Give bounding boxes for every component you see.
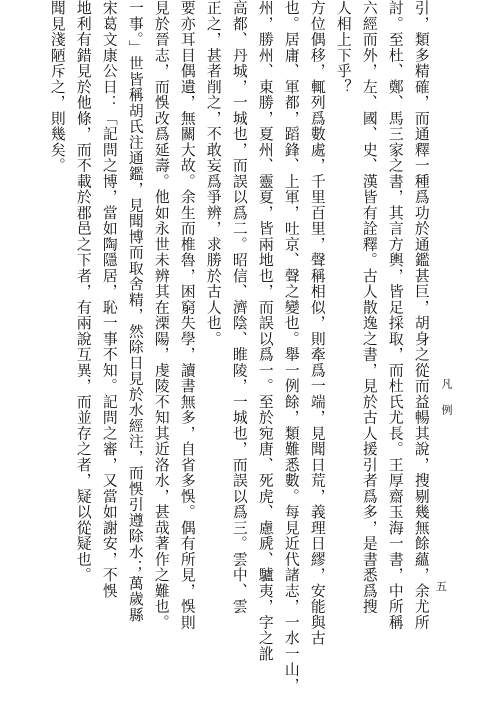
text-column: 一事。」世皆稱胡氏注通鑑，見聞博而取舍精，然除日見於水經注，而悞引遵除水；萬歲縣	[126, 0, 144, 623]
text-column: 宋葛文康公日：「記問之博，當如陶隱居，恥一事不知。記問之審，又當如謝安，不悞	[100, 0, 118, 599]
text-column: 引，類多精確，而通釋一種爲功於通鑑甚巨，胡身之從而益暢其說，搜剔幾無餘蘊，余尤所	[412, 0, 430, 630]
text-column: 討。至杜、鄭、馬三家之書，其言方輿，皆足採取，而杜氏尤長。王厚齋玉海一書，中所稱	[386, 0, 404, 630]
text-column: 正之，甚者削之，不敢妄爲爭辨，求勝於古人也。	[204, 0, 222, 347]
text-column: 見於晉志，而悞改爲延壽。他如永世未辨其在溧陽，虔陵不知其近洛水，甚哉著作之難也。	[152, 0, 170, 630]
text-column: 州，勝州、東勝，夏州、靈夏，皆兩地也，而誤以爲一。至於宛唐、死虎、慮虒、驢夷，字之訛	[256, 0, 274, 662]
folio-label: 凡 例	[440, 378, 453, 417]
text-column: 聞見淺陋斥之，則幾矣。	[48, 0, 66, 174]
text-column: 六經而外，左、國、史、漢皆有詮釋。古人散逸之書，見於古人援引者爲多，是書悉爲搜	[360, 0, 378, 615]
text-column: 高都、丹城，一城也，而誤以爲二。昭信、濟陰、睢陵，一城也，而誤以爲三。雲中、雲	[230, 0, 248, 615]
page-number: 五	[436, 580, 447, 593]
text-column: 要亦耳目偶遺，無關大故。余生而椎魯，困窮失學，讀書無多，自省多悞。偶有所見，悞則	[178, 0, 196, 630]
text-column: 地利有錯見於他條，而不載於郡邑之下者，有兩說互異，而並存之者，疑以從疑也。	[74, 0, 92, 583]
text-column: 也。居庸、軍都，蹈鋒、上軍，吐京、聲之變也。舉一例餘，類難悉數。每見近代諸志，一水一山，	[282, 0, 300, 693]
text-column: 人相上下乎？	[334, 0, 352, 95]
text-column: 方位偶移，輒列爲數處，千里百里，聲稱相似，則牽爲一端，見聞日荒，義理日繆，安能與古	[308, 0, 326, 646]
